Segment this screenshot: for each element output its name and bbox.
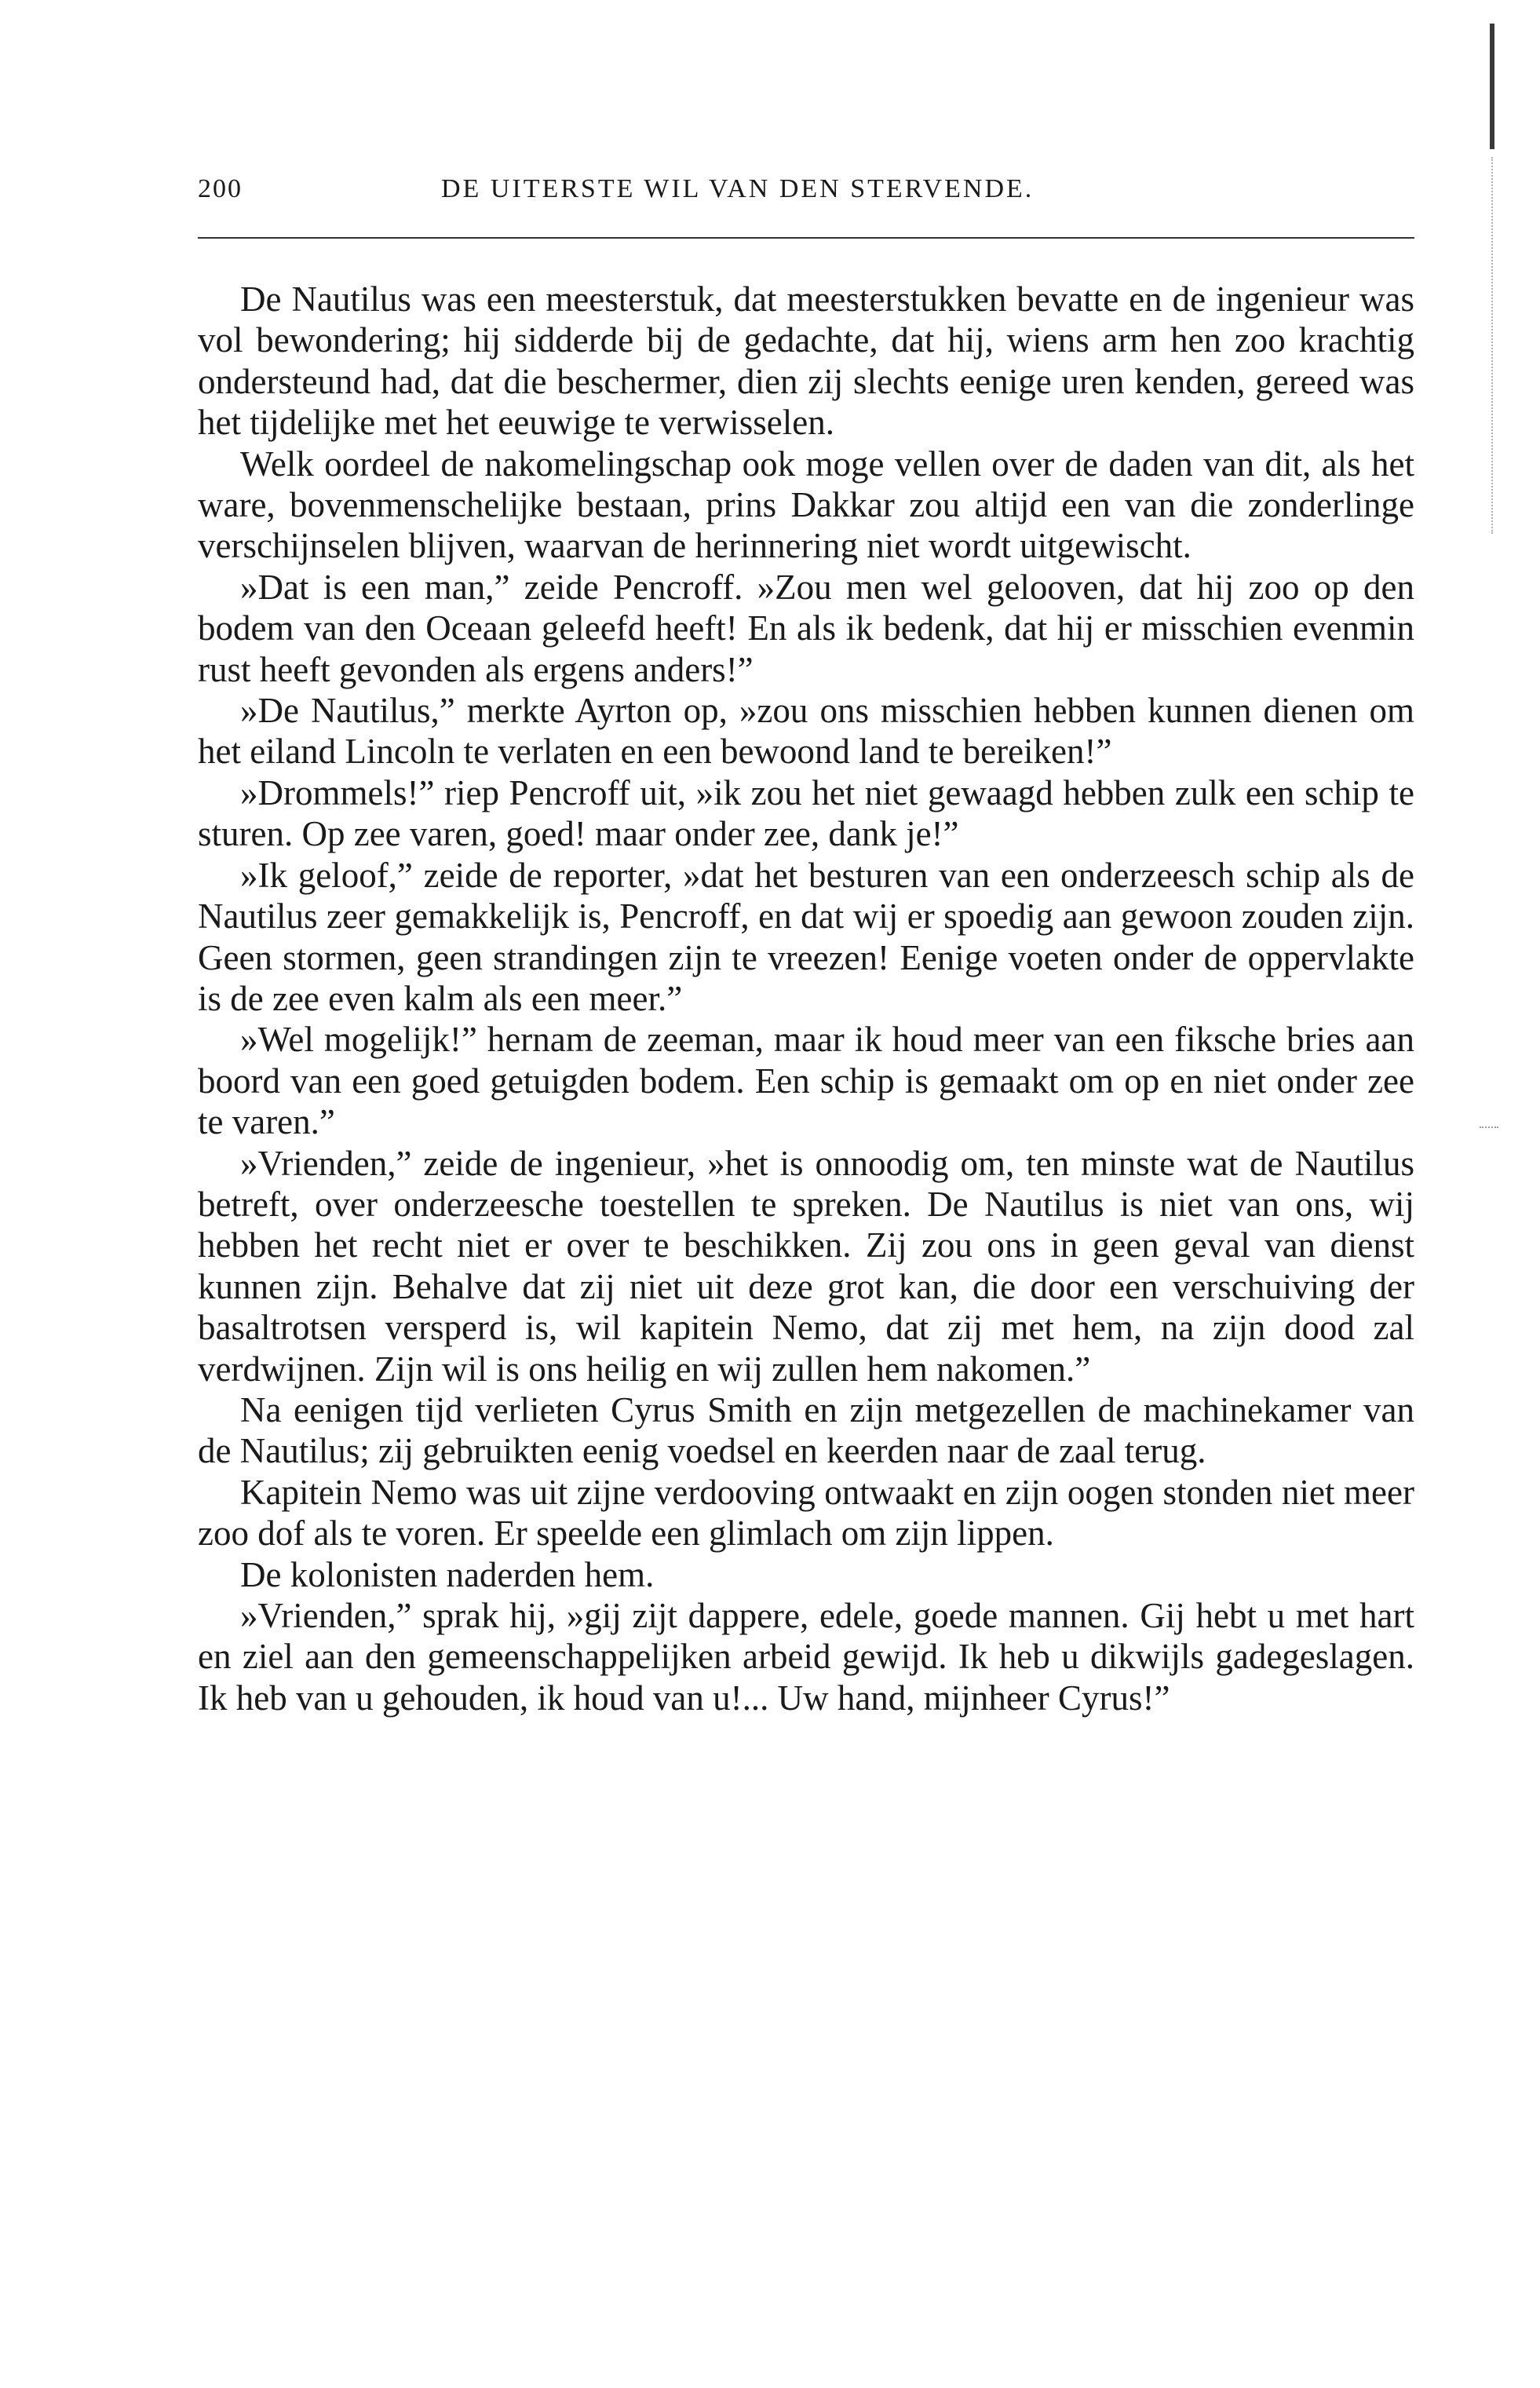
- page-number: 200: [198, 174, 243, 203]
- scan-edge-dash: [1480, 1126, 1498, 1128]
- scan-edge-marks: [1485, 24, 1509, 542]
- scan-edge-bar: [1490, 24, 1494, 149]
- paragraph: De Nautilus was een meesterstuk, dat meesterstukken bevatte en de ingenieur was vol bewondering; hij sidderde bij de gedachte, dat hij, wiens arm hen zoo krachtig ondersteund had, dat die beschermer, dien zij slechts eenige uren kenden, gereed was het tijdelijke met het eeuwige te verwisselen.: [198, 279, 1414, 443]
- running-head: [198, 174, 1414, 221]
- paragraph: »Vrienden,” zeide de ingenieur, »het is onnoodig om, ten minste wat de Nautilus betreft, over onderzeesche toestellen te spreken. De Nautilus is niet van ons, wij hebben het recht niet er over te beschikken. Zij zou ons in geen geval van dienst kunnen zijn. Behalve dat zij niet uit deze grot kan, die door een verschuiving der basaltrotsen versperd is, wil kapitein Nemo, dat zij met hem, na zijn dood zal verdwijnen. Zijn wil is ons heilig en wij zullen hem nakomen.”: [198, 1143, 1414, 1389]
- paragraph: De kolonisten naderden hem.: [240, 1554, 655, 1594]
- paragraph: »Ik geloof,” zeide de reporter, »dat het besturen van een onderzeesch schip als de Nautilus zeer gemakkelijk is, Pencroff, en dat wij er spoedig aan gewoon zouden zijn. Geen stormen, geen strandingen zijn te vreezen! Eenige voeten onder de oppervlakte is de zee even kalm als een meer.”: [198, 855, 1414, 1018]
- paragraph: »Wel mogelijk!” hernam de zeeman, maar ik houd meer van een fiksche bries aan boord van een goed getuigden bodem. Een schip is gemaakt om op en niet onder zee te varen.”: [198, 1020, 1414, 1142]
- paragraph: »Drommels!” riep Pencroff uit, »ik zou het niet gewaagd hebben zulk een schip te sturen. Op zee varen, goed! maar onder zee, dank je!”: [198, 772, 1414, 854]
- paragraph: Kapitein Nemo was uit zijne verdooving ontwaakt en zijn oogen stonden niet meer zoo dof als te voren. Er speelde een glimlach om zijn lippen.: [198, 1472, 1414, 1554]
- paragraph: »Vrienden,” sprak hij, »gij zijt dappere, edele, goede mannen. Gij hebt u met hart en ziel aan den gemeenschappelijken arbeid gewijd. Ik heb u dikwijls gadegeslagen. Ik heb van u gehouden, ik houd van u!... Uw hand, mijnheer Cyrus!”: [198, 1596, 1414, 1718]
- paragraph: »De Nautilus,” merkte Ayrton op, »zou ons misschien hebben kunnen dienen om het eiland Lincoln te verlaten en een bewoond land te bereiken!”: [198, 691, 1414, 772]
- body-text: [198, 279, 1414, 1718]
- running-title: DE UITERSTE WIL VAN DEN STERVENDE.: [441, 174, 1035, 203]
- paragraph: Welk oordeel de nakomelingschap ook moge vellen over de daden van dit, als het ware, bovenmenschelijke bestaan, prins Dakkar zou altijd een van die zonderlinge verschijnselen blijven, waarvan de herinnering niet wordt uitgewischt.: [198, 444, 1414, 566]
- scan-edge-dots: [1491, 157, 1494, 534]
- paragraph: Na eenigen tijd verlieten Cyrus Smith en zijn metgezellen de machinekamer van de Nautilus; zij gebruikten eenig voedsel en keerden naar de zaal terug.: [198, 1389, 1414, 1471]
- paragraph: »Dat is een man,” zeide Pencroff. »Zou men wel gelooven, dat hij zoo op den bodem van den Oceaan geleefd heeft! En als ik bedenk, dat hij er misschien evenmin rust heeft gevonden als ergens anders!”: [198, 567, 1414, 689]
- header-rule: [198, 237, 1414, 239]
